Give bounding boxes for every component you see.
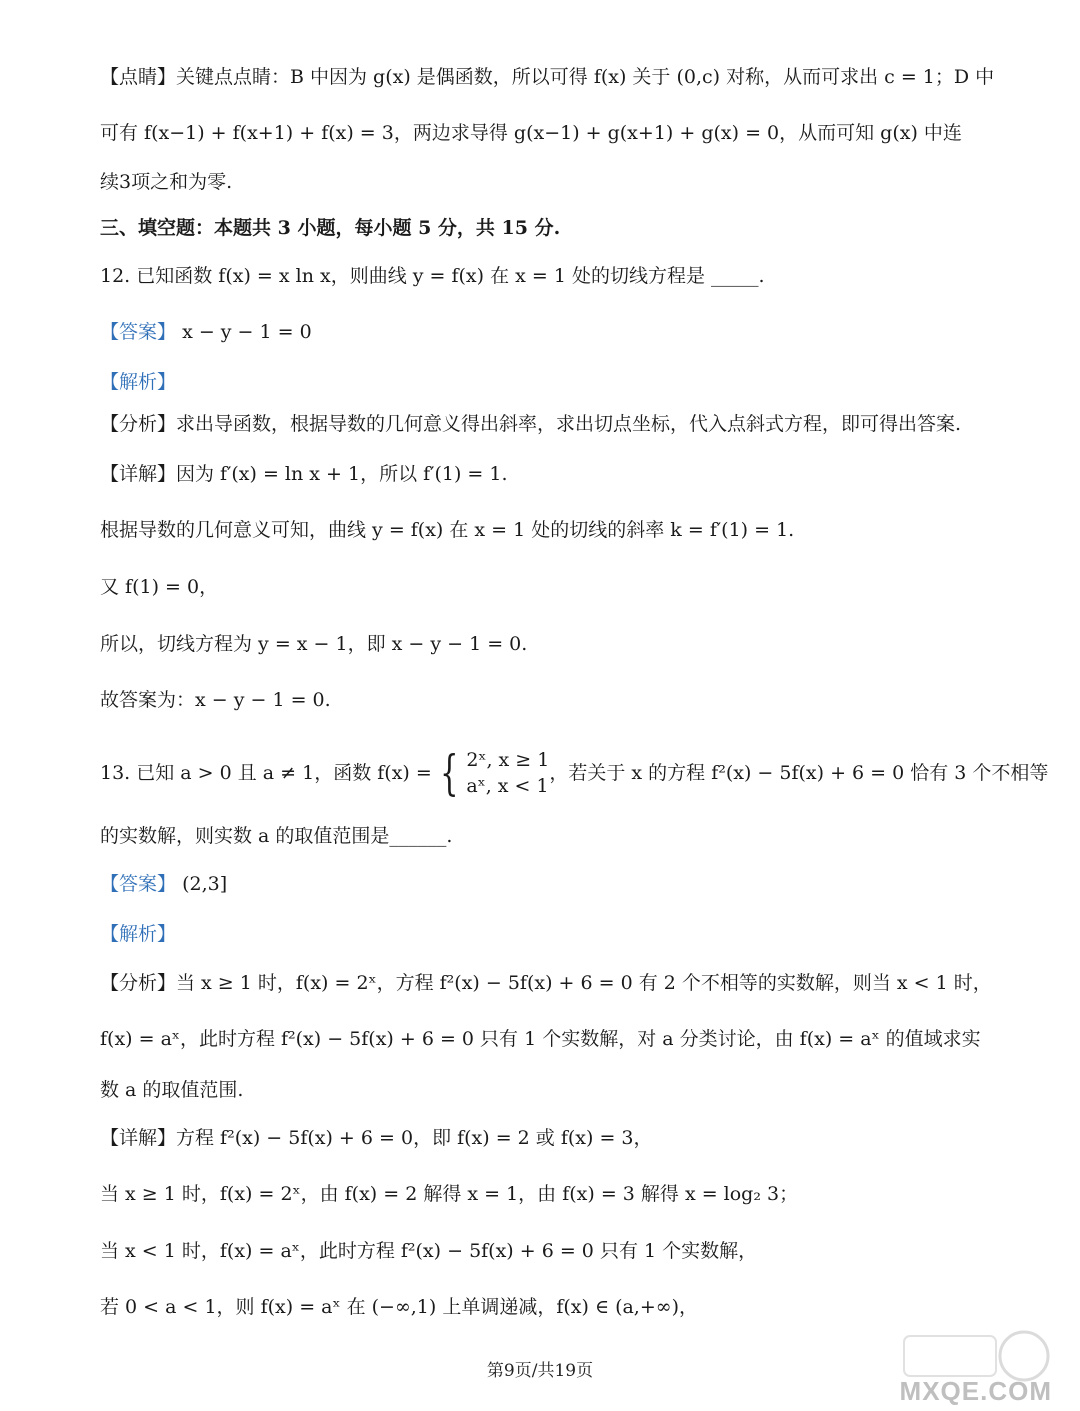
q13-analysis-1: 【分析】当 x ≥ 1 时，f(x) = 2ˣ，方程 f²(x) − 5f(x) + 6 = 0 有 2 个不相等的实数解，则当 x < 1 时， xyxy=(100,972,992,994)
question-12: 12. 已知函数 f(x) = x ln x，则曲线 y = f(x) 在 x = 1 处的切线方程是 _____. xyxy=(100,265,765,287)
watermark-text: MXQE.COM xyxy=(899,1376,1052,1406)
answer-12 xyxy=(100,318,984,346)
analysis-label-13: 【解析】 xyxy=(100,923,177,945)
q13-analysis-3: 数 a 的取值范围. xyxy=(100,1079,244,1101)
answer-label: 【答案】 xyxy=(100,873,177,895)
q13-detail-4: 若 0 < a < 1，则 f(x) = aˣ 在 (−∞,1) 上单调递减，f(x) ∈ (a,+∞)， xyxy=(100,1296,699,1318)
key-point-line-3: 续3项之和为零. xyxy=(100,171,233,193)
q12-detail-1: 【详解】因为 f′(x) = ln x + 1，所以 f′(1) = 1. xyxy=(100,463,508,485)
q13-detail-2: 当 x ≥ 1 时，f(x) = 2ˣ，由 f(x) = 2 解得 x = 1，由 f(x) = 3 解得 x = log₂ 3； xyxy=(100,1183,799,1205)
q12-detail-5: 故答案为：x − y − 1 = 0. xyxy=(100,689,331,711)
answer-13 xyxy=(100,870,984,898)
analysis-label-12: 【解析】 xyxy=(100,371,177,393)
question-13-line-2: 的实数解，则实数 a 的取值范围是______. xyxy=(100,825,453,847)
q12-detail-2: 根据导数的几何意义可知，曲线 y = f(x) 在 x = 1 处的切线的斜率 k = f′(1) = 1. xyxy=(100,519,795,541)
q13-detail-3: 当 x < 1 时，f(x) = aˣ，此时方程 f²(x) − 5f(x) + 6 = 0 只有 1 个实数解， xyxy=(100,1240,758,1262)
q13-pre: 13. 已知 a > 0 且 a ≠ 1，函数 f(x) = xyxy=(100,762,432,784)
q13-analysis-2: f(x) = aˣ，此时方程 f²(x) − 5f(x) + 6 = 0 只有 1 个实数解，对 a 分类讨论，由 f(x) = aˣ 的值域求实 xyxy=(100,1028,981,1050)
piecewise-case-1: 2ˣ, x ≥ 1 xyxy=(466,749,550,771)
q12-detail-3: 又 f(1) = 0， xyxy=(100,576,219,598)
answer-13-text: (2,3] xyxy=(182,873,228,895)
section-heading: 三、填空题：本题共 3 小题，每小题 5 分，共 15 分. xyxy=(100,217,561,239)
q13-post: ，若关于 x 的方程 f²(x) − 5f(x) + 6 = 0 恰有 3 个不相等 xyxy=(549,762,1049,784)
q13-detail-1: 【详解】方程 f²(x) − 5f(x) + 6 = 0，即 f(x) = 2 或 f(x) = 3， xyxy=(100,1127,653,1149)
question-13 xyxy=(100,743,1049,803)
piecewise-brace: { xyxy=(439,745,459,801)
piecewise-case-2: aˣ, x < 1 xyxy=(466,775,549,797)
q12-analysis: 【分析】求出导函数，根据导数的几何意义得出斜率，求出切点坐标，代入点斜式方程，即可得出答案. xyxy=(100,413,962,435)
q12-detail-4: 所以，切线方程为 y = x − 1，即 x − y − 1 = 0. xyxy=(100,633,528,655)
piecewise-cases xyxy=(466,747,549,799)
key-point-line-2: 可有 f(x−1) + f(x+1) + f(x) = 3，两边求导得 g(x−1) + g(x+1) + g(x) = 0，从而可知 g(x) 中连 xyxy=(100,122,962,144)
page-footer: 第9页/共19页 xyxy=(486,1361,594,1381)
answer-label: 【答案】 xyxy=(100,321,177,343)
answer-12-text: x − y − 1 = 0 xyxy=(182,321,312,343)
key-point-line-1: 【点睛】关键点点睛：B 中因为 g(x) 是偶函数，所以可得 f(x) 关于 (0,c) 对称，从而可求出 c = 1；D 中 xyxy=(100,66,995,88)
